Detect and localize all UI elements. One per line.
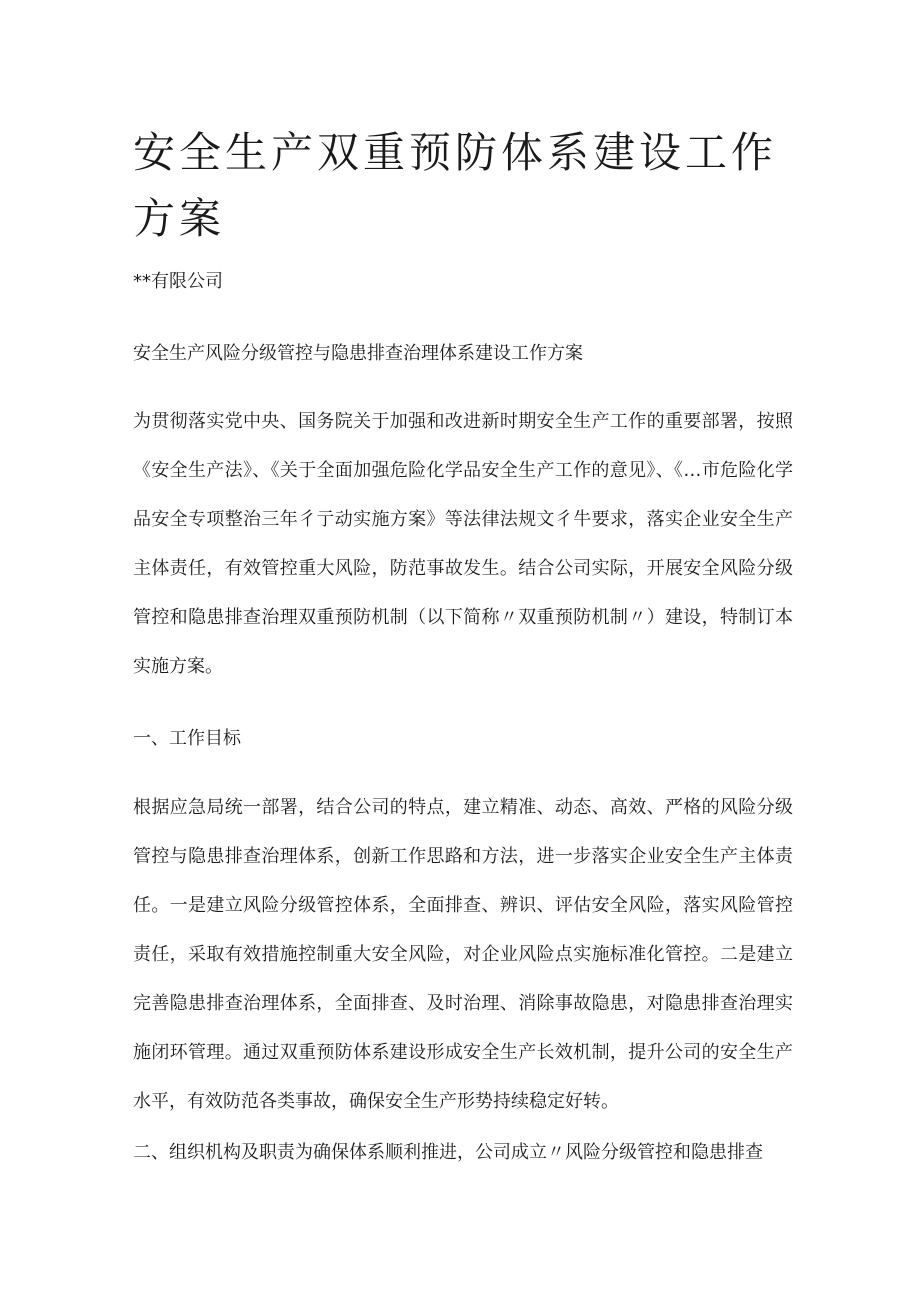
document-subtitle: 安全生产风险分级管控与隐患排查治理体系建设工作方案 bbox=[133, 343, 583, 364]
company-name: **有限公司 bbox=[133, 271, 223, 292]
section-1-heading: 一、工作目标 bbox=[133, 728, 241, 749]
section-1-body: 根据应急局统一部署，结合公司的特点，建立精准、动态、高效、严格的风险分级管控与隐患排查治理体系，创新工作思路和方法，进一步落实企业安全生产主体责任。一是建立风险分级管控体系，全面排查、辨识、评估安全风险，落实风险管控责任，采取有效措施控制重大安全风险，对企业风险点实施标准化管控。二是建立完善隐患排查治理体系，全面排查、及时治理、消除事故隐患，对隐患排查治理实施闭环管理。通过双重预防体系建设形成安全生产长效机制，提升公司的安全生产水平，有效防范各类事故，确保安全生产形势持续稳定好转。 bbox=[133, 797, 793, 1112]
document-title: 安全生产双重预防体系建设工作方案 bbox=[133, 128, 778, 243]
section-2-text: 二、组织机构及职责为确保体系顺利推进，公司成立〃风险分级管控和隐患排查 bbox=[133, 1142, 763, 1163]
intro-paragraph: 为贯彻落实党中央、国务院关于加强和改进新时期安全生产工作的重要部署，按照《安全生产法》、《关于全面加强危险化学品安全生产工作的意见》、《…市危险化学品安全专项整治三年彳亍动实施方案》等法律法规文彳牛要求，落实企业安全生产主体责任，有效管控重大风险，防范事故发生。结合公司实际，开展安全风险分级管控和隐患排查治理双重预防机制（以下简称〃双重预防机制〃）建设，特制订本实施方案。 bbox=[133, 411, 793, 677]
